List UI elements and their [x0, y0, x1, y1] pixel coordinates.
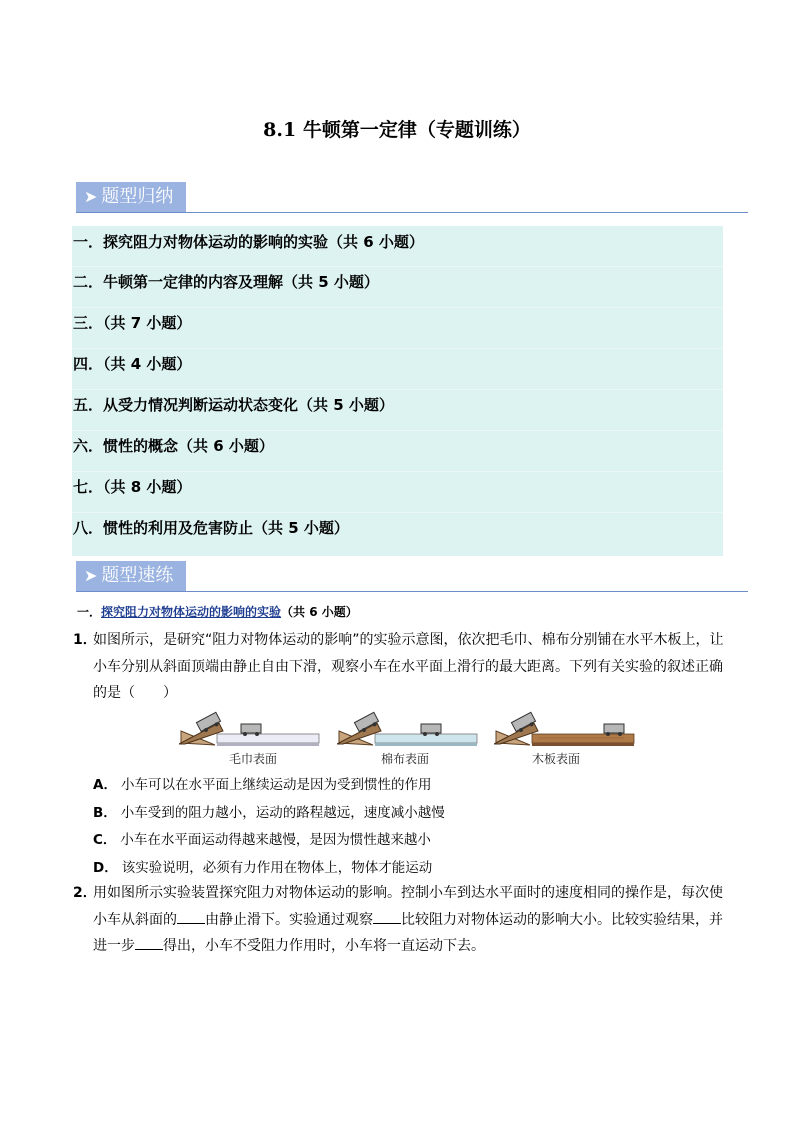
topic-item: 四．（共 4 小题） — [72, 349, 723, 390]
cotton-surface-figure — [337, 711, 479, 747]
question-1 — [73, 627, 733, 707]
topic-item: 二．牛顿第一定律的内容及理解（共 5 小题） — [72, 267, 723, 308]
topic-item: 一．探究阻力对物体运动的影响的实验（共 6 小题） — [72, 226, 723, 267]
figure-caption: 毛巾表面 — [229, 752, 278, 766]
section-tab — [76, 182, 186, 212]
section-label: 题型速练 — [101, 565, 174, 586]
topic-item: 六．惯性的概念（共 6 小题） — [72, 431, 723, 472]
section-header-practice — [76, 561, 748, 592]
topic-item: 五．从受力情况判断运动状态变化（共 5 小题） — [72, 390, 723, 431]
question-2 — [73, 880, 733, 960]
answer-blank[interactable] — [135, 935, 163, 950]
arrow-right-icon: ➤ — [84, 566, 98, 585]
topic-item: 八．惯性的利用及危害防止（共 5 小题） — [73, 519, 349, 537]
section-tab — [76, 561, 186, 591]
topic-item: 七．（共 8 小题） — [72, 472, 723, 513]
topic-list — [72, 226, 723, 556]
option-a: A． 小车可以在水平面上继续运动是因为受到惯性的作用 — [93, 777, 432, 793]
option-c: C． 小车在水平面运动得越来越慢，是因为惯性越来越小 — [93, 832, 431, 848]
question-text: 用如图所示实验装置探究阻力对物体运动的影响。控制小车到达水平面时的速度相同的操作是，每次使小车从斜面的 由静止滑下。实验通过观察 比较阻力对物体运动的影响大小。比较实验结果，并进一步 得出，小车不受阻力作用时，小车将一直运动下去。 — [93, 885, 723, 954]
towel-surface-figure — [179, 711, 321, 747]
wood-surface-figure — [494, 711, 636, 747]
page-title: 8.1 牛顿第一定律（专题训练） — [263, 119, 531, 141]
section-label: 题型归纳 — [101, 186, 174, 207]
topic-item: 三．（共 7 小题） — [72, 308, 723, 349]
answer-blank[interactable] — [373, 909, 401, 924]
arrow-right-icon: ➤ — [84, 187, 98, 206]
question-text: 如图所示，是研究“阻力对物体运动的影响”的实验示意图，依次把毛巾、棉布分别铺在水平木板上，让小车分别从斜面顶端由静止自由下滑，观察小车在水平面上滑行的最大距离。下列有关实验的叙述正确的是（ ） — [93, 632, 724, 701]
answer-blank[interactable] — [177, 909, 205, 924]
figure-caption: 棉布表面 — [381, 752, 430, 766]
option-d: D． 该实验说明，必须有力作用在物体上，物体才能运动 — [93, 860, 433, 876]
subsection-heading: 一．探究阻力对物体运动的影响的实验（共 6 小题） — [77, 605, 358, 619]
section-header-summary — [76, 182, 748, 213]
figure-caption: 木板表面 — [532, 752, 581, 766]
question-number: 2． — [73, 885, 97, 901]
question-number: 1． — [73, 632, 97, 648]
option-b: B． 小车受到的阻力越小，运动的路程越远，速度减小越慢 — [93, 805, 445, 821]
